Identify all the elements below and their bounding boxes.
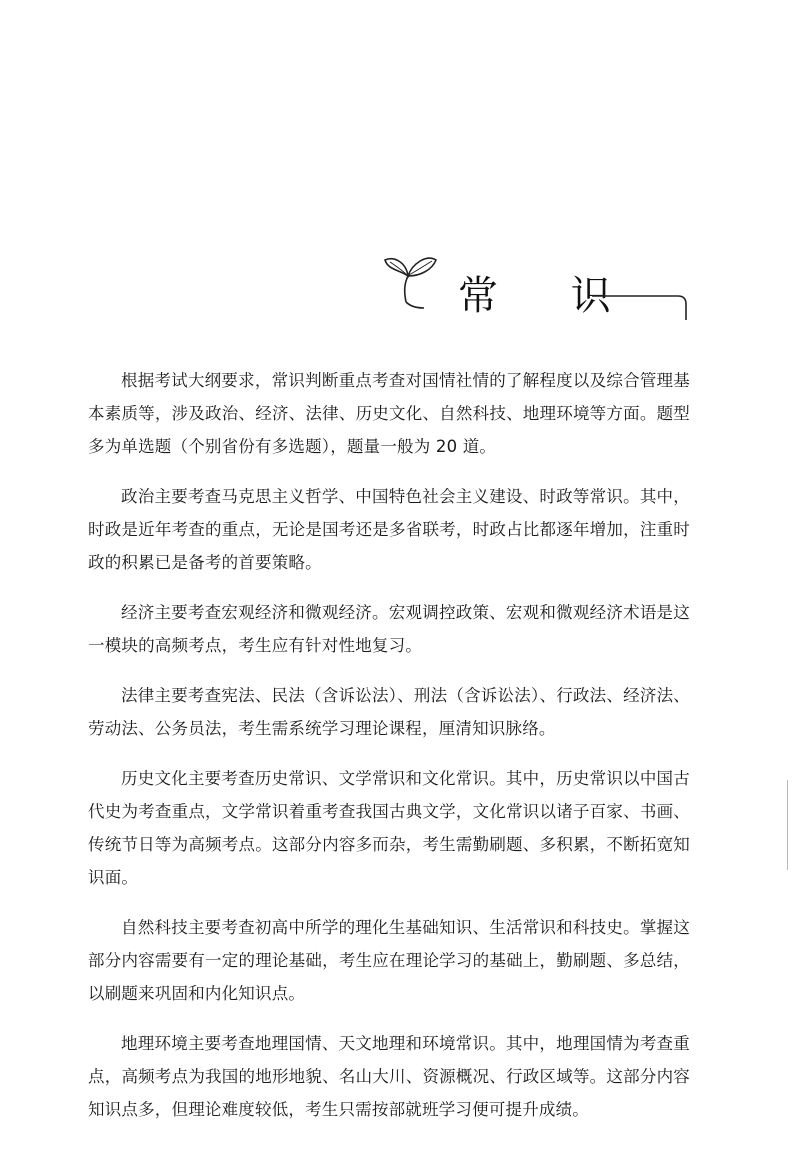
paragraph-intro: 根据考试大纲要求，常识判断重点考查对国情社情的了解程度以及综合管理基本素质等，涉及政治、经济、法律、历史文化、自然科技、地理环境等方面。题型多为单选题（个别省份有多选题），题量一般为 20 道。 (88, 371, 690, 456)
heading-rule (590, 286, 690, 326)
paragraph-geography-environment: 地理环境主要考查地理国情、天文地理和环境常识。其中，地理国情为考查重点，高频考点为我国的地形地貌、名山大川、资源概况、行政区域等。这部分内容知识点多，但理论难度较低，考生只需按部就班学习便可提升成绩。 (88, 1034, 690, 1119)
paragraph-science-technology: 自然科技主要考查初高中所学的理化生基础知识、生活常识和科技史。掌握这部分内容需要有一定的理论基础，考生应在理论学习的基础上，勤刷题、多总结，以刷题来巩固和内化知识点。 (88, 918, 690, 1003)
scan-margin-line (787, 780, 788, 870)
paragraph-politics: 政治主要考查马克思主义哲学、中国特色社会主义建设、时政等常识。其中，时政是近年考查的重点，无论是国考还是多省联考，时政占比都逐年增加，注重时政的积累已是备考的首要策略。 (88, 487, 690, 572)
paragraph-economics: 经济主要考查宏观经济和微观经济。宏观调控政策、宏观和微观经济术语是这一模块的高频考点，考生应有针对性地复习。 (88, 603, 690, 655)
body-text (88, 364, 690, 1143)
sprout-icon (380, 240, 460, 320)
paragraph-history-culture: 历史文化主要考查历史常识、文学常识和文化常识。其中，历史常识以中国古代史为考查重点，文学常识着重考查我国古典文学，文化常识以诸子百家、书画、传统节日等为高频考点。这部分内容多而杂，考生需勤刷题、多积累，不断拓宽知识面。 (88, 769, 690, 887)
chapter-heading (380, 240, 690, 320)
chapter-title: 常 识 (458, 273, 641, 319)
paragraph-law: 法律主要考查宪法、民法（含诉讼法）、刑法（含诉讼法）、行政法、经济法、劳动法、公务员法，考生需系统学习理论课程，厘清知识脉络。 (88, 686, 690, 738)
